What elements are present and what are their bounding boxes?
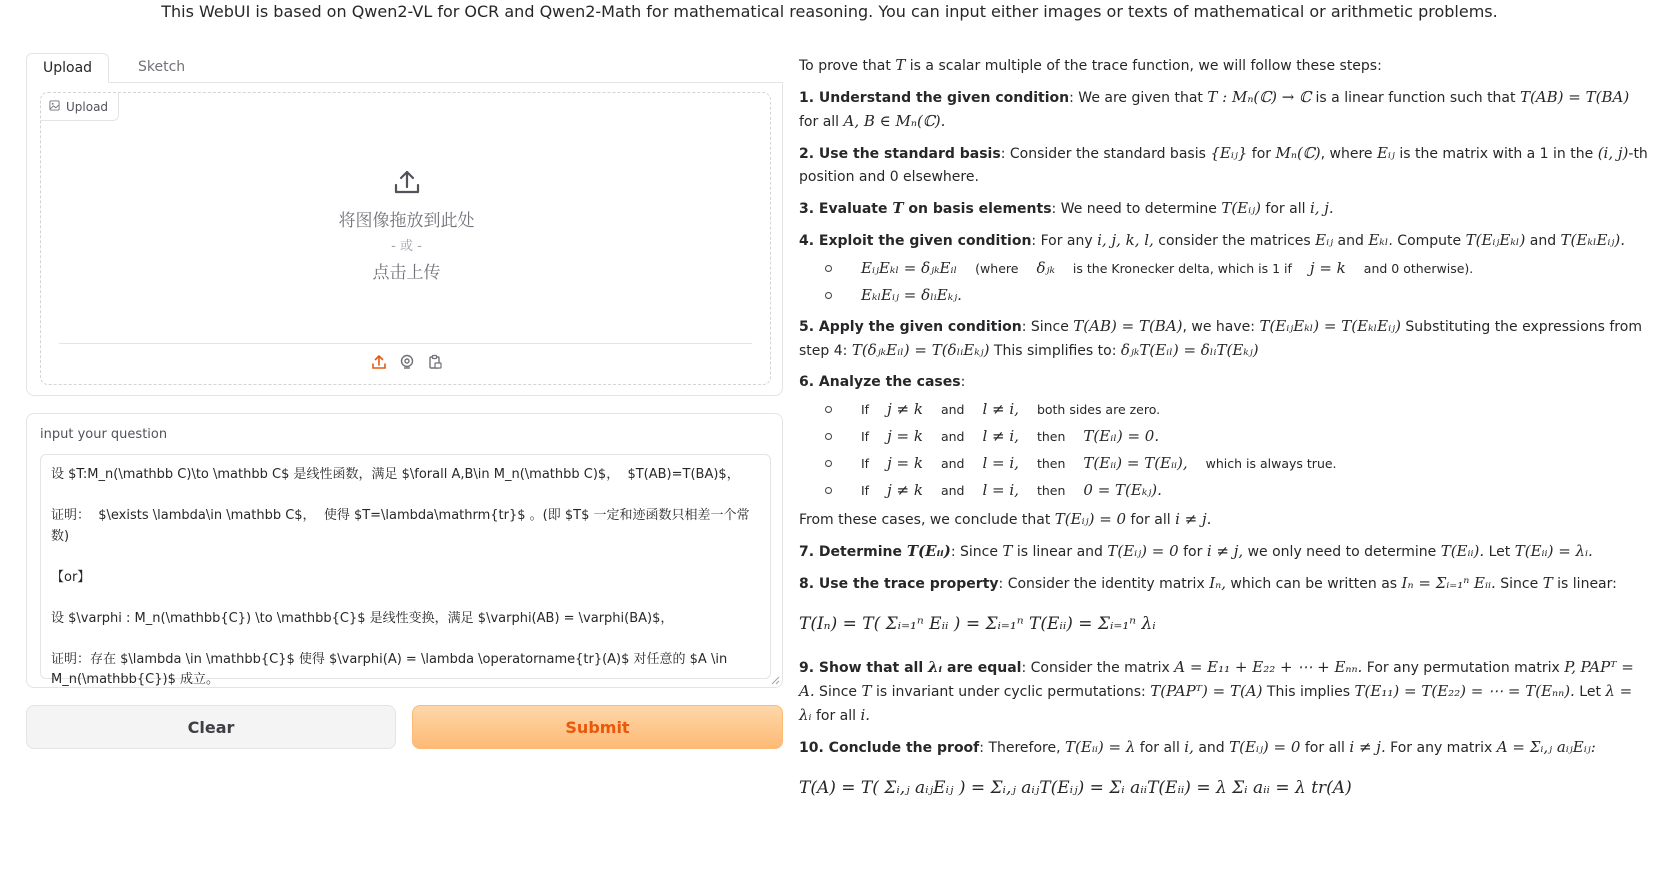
text: for all	[1135, 740, 1185, 756]
text: . Compute	[1388, 233, 1466, 249]
text: Let	[1574, 684, 1606, 700]
clear-button[interactable]: Clear	[26, 705, 396, 749]
text: 3. Evaluate	[799, 201, 893, 217]
math: 0 = T(Eₖⱼ).	[1083, 481, 1162, 499]
text: is the matrix with a 1 in the	[1394, 146, 1598, 162]
image-icon	[49, 100, 60, 114]
submit-button[interactable]: Submit	[412, 705, 783, 749]
text: : We need to determine	[1051, 201, 1222, 217]
text: and	[940, 429, 965, 444]
text: for	[1178, 544, 1207, 560]
text: 9. Show that all	[799, 660, 929, 676]
question-textarea[interactable]: 设 $T:M_n(\mathbb C)\to \mathbb C$ 是线性函数，满足 $\forall A,B\in M_n(\mathbb C)$， $T(AB)=T(BA)$， 证明： $\exists \lambda\in \mathbb C$， 使得 $T=\lambda\mathrm{tr}$ 。(即 $T$ 一定和迹函数只相差一个常数) 【or】 设 $\varphi : M_n(\mathbb{C}) \to \mathbb{C}$ 是线性变换，满足 $\varphi(AB) = \varphi(BA)$， 证明：存在 $\lambda \in \mathbb{C}$ 使得 $\varphi(A) = \lambda \operatorname{tr}(A)$ 对任意的 $A \in M_n(\mathbb{C})$ 成立。	[40, 454, 771, 679]
math: A = Σᵢ,ⱼ aᵢⱼEᵢⱼ:	[1496, 738, 1596, 756]
step-heading: 10. Conclude the proof	[799, 740, 980, 756]
text: on basis elements	[903, 201, 1052, 217]
text: : Since	[1021, 319, 1074, 335]
math: j = k	[887, 454, 923, 472]
text: and	[1193, 740, 1230, 756]
upload-panel	[26, 82, 783, 396]
math: i ≠ j,	[1206, 542, 1244, 560]
text: :	[960, 374, 966, 390]
clipboard-icon[interactable]	[426, 353, 444, 371]
math: λᵢ	[928, 658, 943, 676]
text: Since	[1495, 576, 1543, 592]
text: If	[861, 456, 870, 471]
math: EₖₗEᵢⱼ = δₗᵢEₖⱼ.	[861, 286, 962, 304]
or-text: - 或 -	[391, 239, 422, 254]
step-heading: 5. Apply the given condition	[799, 319, 1022, 335]
tab-upload[interactable]: Upload	[26, 53, 109, 83]
math: T	[895, 56, 906, 74]
step-heading: 6. Analyze the cases	[799, 374, 961, 390]
upload-file-icon[interactable]	[370, 353, 388, 371]
math: δⱼₖT(Eᵢₗ) = δₗᵢT(Eₖⱼ)	[1120, 341, 1259, 359]
step-heading: 8. Use the trace property	[799, 576, 999, 592]
math: Eₖₗ	[1368, 231, 1389, 249]
math: i, j.	[1309, 199, 1334, 217]
text: and	[1333, 233, 1369, 249]
step-8-equation: T(Iₙ) = T( Σᵢ₌₁ⁿ Eᵢᵢ ) = Σᵢ₌₁ⁿ T(Eᵢᵢ) = Σᵢ₌₁ⁿ λᵢ	[799, 614, 1156, 634]
math: j = k	[887, 427, 923, 445]
text: and	[1525, 233, 1561, 249]
math: Eᵢⱼ	[1315, 231, 1334, 249]
step-1	[799, 86, 1649, 134]
list-item	[799, 396, 1649, 423]
math: {Eᵢⱼ}	[1210, 144, 1248, 162]
math: T	[861, 682, 872, 700]
math: T(Eᵢᵢ) = λ	[1065, 738, 1136, 756]
text: : We are given that	[1069, 90, 1208, 106]
step-heading: 4. Exploit the given condition	[799, 233, 1032, 249]
math: A, B ∈ Mₙ(ℂ).	[843, 112, 946, 130]
step-heading	[799, 660, 1021, 676]
math: P,	[1564, 658, 1577, 676]
text: for all	[799, 114, 844, 130]
text: : Consider the standard basis	[1000, 146, 1211, 162]
math: EᵢⱼEₖₗ = δⱼₖEᵢₗ	[861, 259, 958, 277]
drop-text: 将图像拖放到此处	[338, 211, 475, 231]
drop-instructions	[41, 168, 772, 283]
text: we only need to determine	[1243, 544, 1441, 560]
math: T(E₁₁) = T(E₂₂) = ⋯ = T(Eₙₙ).	[1354, 682, 1575, 700]
upload-chip-label: Upload	[66, 99, 109, 114]
text: is invariant under cyclic permutations:	[871, 684, 1151, 700]
question-label: input your question	[40, 427, 168, 442]
math: l = i,	[982, 481, 1019, 499]
math: i ≠ j.	[1349, 738, 1386, 756]
webcam-icon[interactable]	[398, 353, 416, 371]
text: then	[1036, 456, 1066, 471]
list-item	[799, 450, 1649, 477]
math: T(Eᵢⱼ) = 0	[1107, 542, 1179, 560]
text: -th position and 0 elsewhere.	[799, 146, 1648, 185]
step-2	[799, 142, 1649, 189]
tab-sketch[interactable]: Sketch	[138, 59, 186, 75]
text: If	[861, 483, 870, 498]
text: : Consider the identity matrix	[998, 576, 1210, 592]
text: (where	[975, 261, 1019, 276]
banner-text: This WebUI is based on Qwen2-VL for OCR and Qwen2-Math for mathematical reasoning. You can input either images or texts of mathematical or arithmetic problems.	[161, 2, 1498, 21]
math: (i, j)	[1597, 144, 1629, 162]
text: for	[1247, 146, 1276, 162]
text: is a linear function such that	[1311, 90, 1520, 106]
step-10-equation: T(A) = T( Σᵢ,ⱼ aᵢⱼEᵢⱼ ) = Σᵢ,ⱼ aᵢⱼT(Eᵢⱼ) = Σᵢ aᵢᵢT(Eᵢᵢ) = λ Σᵢ aᵢᵢ = λ tr(A)	[799, 778, 1352, 798]
text: consider the matrices	[1153, 233, 1316, 249]
text: is linear:	[1552, 576, 1617, 592]
text: Substituting the expressions from step 4:	[799, 319, 1642, 359]
list-item	[799, 255, 1649, 282]
step-heading: 2. Use the standard basis	[799, 146, 1001, 162]
math: T(Eᵢᵢ) = T(Eᵢᵢ),	[1083, 454, 1188, 472]
text: for all	[1300, 740, 1350, 756]
math: λ = λᵢ	[799, 682, 1633, 724]
text: is linear and	[1012, 544, 1108, 560]
text: Let	[1484, 544, 1515, 560]
resize-grip-icon[interactable]	[771, 676, 780, 685]
step-6	[799, 371, 1649, 394]
text: For any permutation matrix	[1362, 660, 1565, 676]
math: l ≠ i,	[982, 427, 1019, 445]
text: is the Kronecker delta, which is 1 if	[1072, 261, 1292, 276]
math: T : Mₙ(ℂ) → ℂ	[1207, 88, 1312, 106]
math: T(Eᵢⱼ) = 0	[1229, 738, 1301, 756]
text: : Since	[950, 544, 1003, 560]
math: PAPᵀ = A.	[799, 658, 1634, 700]
math: i.	[860, 706, 871, 724]
click-upload-text: 点击上传	[372, 263, 441, 283]
step-7	[799, 540, 1649, 564]
answer-intro	[799, 54, 1649, 78]
math: j ≠ k	[887, 481, 923, 499]
math: T(AB) = T(BA)	[1519, 88, 1630, 106]
text: If	[861, 402, 870, 417]
text: This implies	[1262, 684, 1355, 700]
dropzone-divider	[59, 343, 752, 344]
step-8	[799, 572, 1649, 596]
math: T(Eᵢⱼ) = 0	[1054, 510, 1127, 528]
text: and	[940, 402, 965, 417]
text: which is always true.	[1205, 456, 1337, 471]
text: and 0 otherwise).	[1363, 261, 1474, 276]
math: T	[1542, 574, 1553, 592]
input-tabs	[26, 53, 783, 83]
question-panel	[26, 413, 783, 688]
math: Mₙ(ℂ)	[1275, 144, 1321, 162]
text: then	[1036, 429, 1066, 444]
math: T(δⱼₖEᵢₗ) = T(δₗᵢEₖⱼ)	[851, 341, 990, 359]
math: T(Eᵢᵢ) = λᵢ.	[1514, 542, 1593, 560]
text: for all	[811, 708, 861, 724]
list-item	[799, 282, 1649, 309]
text: both sides are zero.	[1036, 402, 1161, 417]
math: T(EᵢⱼEₖₗ)	[1465, 231, 1526, 249]
text: This simplifies to:	[989, 343, 1121, 359]
text: : Consider the matrix	[1021, 660, 1175, 676]
step-heading	[799, 544, 951, 560]
step-9	[799, 656, 1649, 728]
step-6-conclusion	[799, 508, 1649, 532]
upload-label-chip	[41, 93, 119, 121]
text: If	[861, 429, 870, 444]
step-10	[799, 736, 1649, 760]
math: l ≠ i,	[982, 400, 1019, 418]
text: To prove that	[799, 58, 896, 74]
list-item	[799, 423, 1649, 450]
math: A = E₁₁ + E₂₂ + ⋯ + Eₙₙ.	[1174, 658, 1363, 676]
math: l = i,	[982, 454, 1019, 472]
math: i ≠ j.	[1175, 510, 1212, 528]
text: For any matrix	[1385, 740, 1497, 756]
text: Since	[814, 684, 862, 700]
math: T(EᵢⱼEₖₗ) = T(EₖₗEᵢⱼ)	[1259, 317, 1401, 335]
step-5	[799, 315, 1649, 363]
text: : For any	[1031, 233, 1098, 249]
text: 7. Determine	[799, 544, 907, 560]
list-item	[799, 477, 1649, 504]
math: Eᵢⱼ	[1376, 144, 1395, 162]
text: , we have:	[1182, 319, 1260, 335]
math: j ≠ k	[887, 400, 923, 418]
text: for all	[1126, 512, 1176, 528]
upload-arrow-icon	[41, 168, 772, 200]
math: Iₙ,	[1209, 574, 1226, 592]
step-heading: 1. Understand the given condition	[799, 90, 1070, 106]
text: From these cases, we conclude that	[799, 512, 1055, 528]
step-3	[799, 197, 1649, 221]
text: which can be written as	[1225, 576, 1402, 592]
source-icons	[41, 353, 772, 371]
math: T(PAPᵀ) = T(A)	[1150, 682, 1263, 700]
math: Iₙ = Σᵢ₌₁ⁿ Eᵢᵢ.	[1401, 574, 1496, 592]
math: T(Eᵢⱼ)	[1221, 199, 1261, 217]
step-4	[799, 229, 1649, 253]
text: : Therefore,	[979, 740, 1066, 756]
math: j = k	[1309, 259, 1346, 277]
math: i, j, k, l,	[1097, 231, 1154, 249]
math: T	[1002, 542, 1013, 560]
math: T(Eᵢₗ) = 0.	[1083, 427, 1160, 445]
answer-output	[799, 54, 1649, 820]
math: i,	[1184, 738, 1194, 756]
math: T(Eᵢᵢ).	[1440, 542, 1485, 560]
math: T(Eᵢᵢ)	[906, 542, 951, 560]
math: T(EₖₗEᵢⱼ).	[1560, 231, 1626, 249]
text: and	[940, 456, 965, 471]
step-heading	[799, 201, 1052, 217]
math: T(AB) = T(BA)	[1073, 317, 1183, 335]
text: is a scalar multiple of the trace function, we will follow these steps:	[905, 58, 1382, 74]
image-dropzone[interactable]	[40, 92, 771, 385]
text: then	[1036, 483, 1066, 498]
math: δⱼₖ	[1036, 259, 1055, 277]
math: T	[892, 199, 904, 217]
text: for all	[1260, 201, 1310, 217]
text: are equal	[942, 660, 1022, 676]
text: , where	[1320, 146, 1377, 162]
text: and	[940, 483, 965, 498]
